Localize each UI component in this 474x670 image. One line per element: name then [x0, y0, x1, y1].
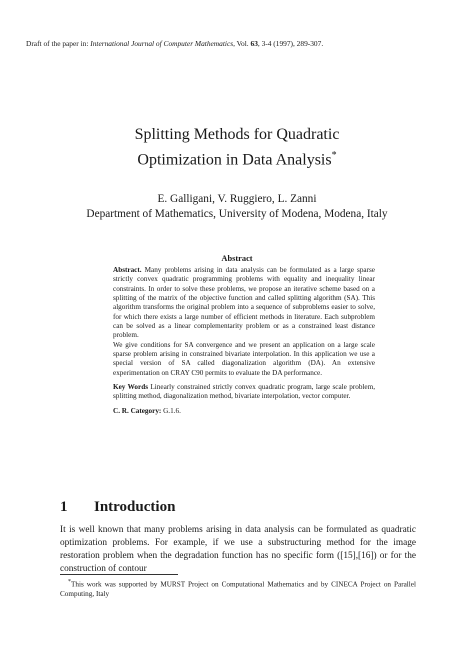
category-paragraph: [113, 407, 375, 416]
section-title: Introduction: [94, 499, 176, 515]
abstract-lead: Abstract.: [113, 266, 142, 274]
abstract-body: [113, 266, 375, 416]
footnote-mark: *: [68, 579, 71, 585]
author-affiliation: Department of Mathematics, University of Modena, Modena, Italy: [86, 208, 388, 220]
author-block: [0, 192, 474, 222]
vol-suffix: , 3-4 (1997), 289-307.: [257, 39, 324, 48]
abstract-text-1: Many problems arising in data analysis can be formulated as a large sparse strictly convex quadratic programming problems with equality and inequality linear constraints. In order to solve these problems, we propose an iterative scheme based on a splitting of the matrix of the objective function and called splitting algorithm (SA). This algorithm transforms the original problem into a sequence of subproblems easier to solve, for which there exists a large number of efficient methods in literature. Each subproblem can be solved as a linear complementarity problem or as a constrained least distance problem.: [113, 266, 375, 340]
title-line-2-text: Optimization in Data Analysis: [137, 151, 332, 169]
vol-prefix: , Vol.: [233, 39, 251, 48]
category-text: G.1.6.: [163, 406, 181, 415]
footnote-paragraph: [60, 578, 416, 599]
title-footnote-mark: *: [331, 150, 337, 161]
volume-number: 63: [250, 39, 258, 48]
draft-note: [26, 39, 456, 49]
title-line-2: [0, 145, 474, 170]
title-line-1: Splitting Methods for Quadratic: [134, 126, 340, 143]
intro-paragraph: It is well known that many problems arising in data analysis can be formulated as quadratic optimization problems. For example, if we use a substructuring method for the image restoration problem when the degradation function has no specific form ([15],[16]) or for the construction of contour: [60, 525, 416, 574]
keywords-paragraph: [113, 383, 375, 402]
category-lead: C. R. Category:: [113, 406, 162, 415]
author-names: E. Galligani, V. Ruggiero, L. Zanni: [157, 193, 317, 205]
keywords-text: Linearly constrained strictly convex quadratic program, large scale problem, splitting method, diagonalization method, bivariate interpolation, vector computer.: [113, 383, 375, 401]
footnote-text: This work was supported by MURST Project on Computational Mathematics and by CINECA Project on Parallel Computing, Italy: [60, 580, 416, 598]
paper-title: [0, 124, 474, 170]
abstract-paragraph-1: [113, 266, 375, 341]
abstract-heading: Abstract: [221, 254, 253, 263]
footnote-rule: [60, 574, 178, 575]
keywords-lead: Key Words: [113, 383, 149, 392]
abstract-paragraph-2: We give conditions for SA convergence and we present an application on a large scale sparse problem arising in constrained bivariate interpolation. In this application we use a special version of SA called diagonalization algorithm (DA). An extensive experimentation on CRAY C90 permits to evaluate the DA performance.: [113, 340, 375, 377]
footnote: [60, 578, 416, 599]
intro-text-block: [60, 524, 416, 576]
section-heading: [60, 498, 440, 516]
draft-prefix: Draft of the paper in:: [26, 39, 91, 48]
journal-name: International Journal of Computer Mathematics: [90, 39, 234, 48]
section-number: 1: [60, 499, 68, 515]
